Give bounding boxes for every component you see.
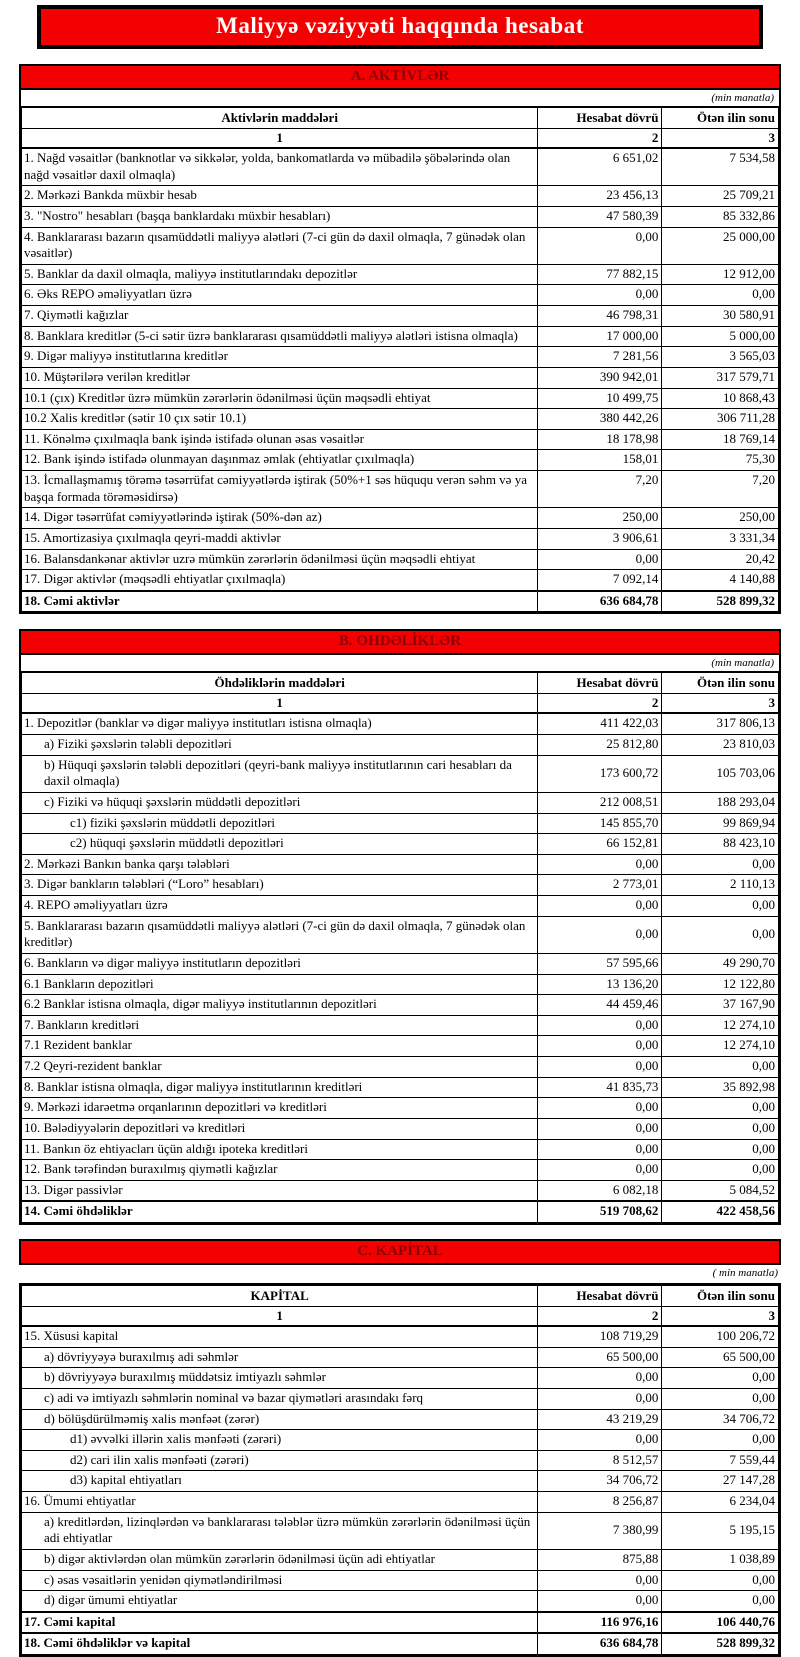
row-label: 17. Digər aktivlər (məqsədli ehtiyatlar çıxılmaqla) [22,570,538,591]
table-row [22,388,779,409]
current-period-value: 0,00 [538,1430,662,1451]
column-number-2: 2 [538,129,662,149]
table-row [22,974,779,995]
current-period-value: 0,00 [538,549,662,570]
row-label: 11. Könəlmə çıxılmaqla bank işində istifadə olunan əsas vəsaitlər [22,429,538,450]
prior-year-value: 105 703,06 [662,755,779,792]
row-label: 7. Bankların kreditləri [22,1015,538,1036]
prior-year-value: 528 899,32 [662,591,779,612]
row-label: d) digər ümumi ehtiyatlar [22,1591,538,1612]
row-label: 4. REPO əməliyyatları üzrə [22,896,538,917]
table-row [22,429,779,450]
row-label: 12. Bank tərəfindən buraxılmış qiymətli kağızlar [22,1160,538,1181]
prior-year-column-header: Ötən ilin sonu [662,108,779,129]
current-period-value: 250,00 [538,508,662,529]
table-row [22,1139,779,1160]
table-row [22,1077,779,1098]
prior-year-column-header: Ötən ilin sonu [662,1286,779,1307]
table-row [22,1036,779,1057]
row-label: c1) fiziki şəxslərin müddətli depozitləri [22,813,538,834]
row-label: 10. Müştərilərə verilən kreditlər [22,367,538,388]
prior-year-value: 25 709,21 [662,186,779,207]
current-period-value: 145 855,70 [538,813,662,834]
row-label: 12. Bank işində istifadə olunmayan daşınmaz əmlak (ehtiyatlar çıxılmaqla) [22,450,538,471]
table-row [22,1160,779,1181]
prior-year-value: 3 331,34 [662,528,779,549]
current-period-value: 7 281,56 [538,347,662,368]
table-row [22,1570,779,1591]
prior-year-value: 0,00 [662,1098,779,1119]
table-row [22,1549,779,1570]
row-label: 8. Banklar istisna olmaqla, digər maliyyə institutlarının kreditləri [22,1077,538,1098]
table-row [22,1015,779,1036]
row-label: c) Fiziki və hüquqi şəxslərin müddətli depozitləri [22,792,538,813]
prior-year-value: 18 769,14 [662,429,779,450]
table-row [22,347,779,368]
current-period-value: 0,00 [538,1118,662,1139]
table-row [22,1450,779,1471]
row-label: 7. Qiymətli kağızlar [22,306,538,327]
current-period-value: 0,00 [538,285,662,306]
current-period-value: 7 092,14 [538,570,662,591]
prior-year-value: 306 711,28 [662,409,779,430]
table-row [22,916,779,953]
table-row [22,508,779,529]
column-number-row [22,694,779,714]
table-row [22,953,779,974]
current-period-value: 0,00 [538,1591,662,1612]
current-period-value: 411 422,03 [538,713,662,734]
row-label: 15. Xüsusi kapital [22,1326,538,1347]
column-number-row [22,129,779,149]
column-number-row [22,1307,779,1327]
table-row [22,264,779,285]
table-row [22,591,779,612]
current-period-value: 519 708,62 [538,1201,662,1222]
current-period-value: 7 380,99 [538,1512,662,1549]
current-period-value: 77 882,15 [538,264,662,285]
current-period-value: 0,00 [538,1388,662,1409]
items-column-header: KAPİTAL [22,1286,538,1307]
table-row [22,792,779,813]
current-period-value: 212 008,51 [538,792,662,813]
row-label: 13. Digər passivlər [22,1180,538,1201]
table-row [22,713,779,734]
section-liabilities-body [22,713,779,1222]
table-row [22,896,779,917]
table-row [22,471,779,508]
current-period-value: 17 000,00 [538,326,662,347]
prior-year-value: 30 580,91 [662,306,779,327]
table-row [22,1612,779,1634]
current-period-value: 6 082,18 [538,1180,662,1201]
row-label: 5. Banklararası bazarın qısamüddətli maliyyə alətləri (7-ci gün də daxil olmaqla, 7 günədək olan kreditlər) [22,916,538,953]
table-row [22,206,779,227]
row-label: 18. Cəmi aktivlər [22,591,538,612]
prior-year-value: 0,00 [662,1388,779,1409]
row-label: 17. Cəmi kapital [22,1612,538,1634]
current-period-value: 380 442,26 [538,409,662,430]
prior-year-value: 7 534,58 [662,148,779,186]
row-label: 7.2 Qeyri-rezident banklar [22,1057,538,1078]
prior-year-value: 12 122,80 [662,974,779,995]
row-label: 6. Bankların və digər maliyyə institutların depozitləri [22,953,538,974]
table-row [22,1118,779,1139]
table-row [22,854,779,875]
prior-year-value: 250,00 [662,508,779,529]
current-period-value: 13 136,20 [538,974,662,995]
current-period-value: 390 942,01 [538,367,662,388]
table-row [22,1180,779,1201]
current-period-value: 2 773,01 [538,875,662,896]
prior-year-value: 65 500,00 [662,1347,779,1368]
prior-year-value: 7,20 [662,471,779,508]
current-period-value: 8 512,57 [538,1450,662,1471]
row-label: 3. "Nostro" hesabları (başqa banklardakı müxbir hesabları) [22,206,538,227]
row-label: c) əsas vəsaitlərin yenidən qiymətləndirilməsi [22,1570,538,1591]
current-period-value: 44 459,46 [538,995,662,1016]
prior-year-value: 99 869,94 [662,813,779,834]
row-label: 10. Bələdiyyələrin depozitləri və kreditləri [22,1118,538,1139]
row-label: 1. Nağd vəsaitlər (banknotlar və sikkələr, yolda, bankomatlarda və mübadilə şöbələrində olan nağd vəsaitlər daxil olmaqla) [22,148,538,186]
prior-year-value: 0,00 [662,1570,779,1591]
prior-year-column-header: Ötən ilin sonu [662,673,779,694]
row-label: 14. Cəmi öhdəliklər [22,1201,538,1222]
table-row [22,1471,779,1492]
prior-year-value: 0,00 [662,1430,779,1451]
current-period-value: 8 256,87 [538,1492,662,1513]
table-row [22,1201,779,1222]
prior-year-value: 34 706,72 [662,1409,779,1430]
current-period-value: 6 651,02 [538,148,662,186]
table-row [22,148,779,186]
section-capital-table [21,1285,779,1655]
current-period-value: 158,01 [538,450,662,471]
current-period-column-header: Hesabat dövrü [538,673,662,694]
prior-year-value: 0,00 [662,1591,779,1612]
prior-year-value: 5 084,52 [662,1180,779,1201]
current-period-value: 0,00 [538,227,662,264]
prior-year-value: 10 868,43 [662,388,779,409]
section-capital-body [22,1326,779,1655]
prior-year-value: 528 899,32 [662,1633,779,1654]
current-period-value: 66 152,81 [538,834,662,855]
current-period-value: 875,88 [538,1549,662,1570]
current-period-value: 0,00 [538,1570,662,1591]
current-period-column-header: Hesabat dövrü [538,1286,662,1307]
current-period-value: 34 706,72 [538,1471,662,1492]
prior-year-value: 0,00 [662,1160,779,1181]
row-label: b) Hüquqi şəxslərin tələbli depozitləri (qeyri-bank maliyyə institutlarının cari hesabları da daxil olmaqla) [22,755,538,792]
column-header-row [22,108,779,129]
table-row [22,549,779,570]
prior-year-value: 422 458,56 [662,1201,779,1222]
row-label: 15. Amortizasiya çıxılmaqla qeyri-maddi aktivlər [22,528,538,549]
section-liabilities-table [21,672,779,1223]
current-period-value: 0,00 [538,1015,662,1036]
table-row [22,813,779,834]
current-period-value: 0,00 [538,1036,662,1057]
prior-year-value: 12 274,10 [662,1015,779,1036]
current-period-value: 65 500,00 [538,1347,662,1368]
row-label: d3) kapital ehtiyatları [22,1471,538,1492]
row-label: d) bölüşdürülməmiş xalis mənfəət (zərər) [22,1409,538,1430]
prior-year-value: 49 290,70 [662,953,779,974]
current-period-value: 10 499,75 [538,388,662,409]
current-period-value: 0,00 [538,896,662,917]
current-period-value: 25 812,80 [538,735,662,756]
prior-year-value: 0,00 [662,896,779,917]
row-label: 4. Banklararası bazarın qısamüddətli maliyyə alətləri (7-ci gün də daxil olmaqla, 7 günədək olan vəsaitlər) [22,227,538,264]
prior-year-value: 106 440,76 [662,1612,779,1634]
prior-year-value: 20,42 [662,549,779,570]
section-assets [19,64,781,614]
prior-year-value: 100 206,72 [662,1326,779,1347]
table-row [22,367,779,388]
table-row [22,1591,779,1612]
prior-year-value: 25 000,00 [662,227,779,264]
table-row [22,1368,779,1389]
table-row [22,186,779,207]
table-row [22,326,779,347]
prior-year-value: 5 000,00 [662,326,779,347]
row-label: 9. Digər maliyyə institutlarına kreditlər [22,347,538,368]
prior-year-value: 1 038,89 [662,1549,779,1570]
table-row [22,1492,779,1513]
current-period-value: 173 600,72 [538,755,662,792]
prior-year-value: 2 110,13 [662,875,779,896]
current-period-value: 0,00 [538,1057,662,1078]
column-number-3: 3 [662,1307,779,1327]
prior-year-value: 12 912,00 [662,264,779,285]
current-period-value: 7,20 [538,471,662,508]
row-label: d2) cari ilin xalis mənfəəti (zərəri) [22,1450,538,1471]
items-column-header: Öhdəliklərin maddələri [22,673,538,694]
column-number-1: 1 [22,694,538,714]
table-row [22,1430,779,1451]
column-number-2: 2 [538,1307,662,1327]
current-period-value: 636 684,78 [538,1633,662,1654]
row-label: a) dövriyyəyə buraxılmış adi səhmlər [22,1347,538,1368]
prior-year-value: 0,00 [662,916,779,953]
section-capital-unit-note: ( min manatla) [712,1267,778,1279]
prior-year-value: 317 579,71 [662,367,779,388]
row-label: 13. İcmallaşmamış törəmə təsərrüfat cəmiyyətlərdə iştirak (50%+1 səs hüququ verən səhm və ya başqa formada törəməsidirsə) [22,471,538,508]
current-period-value: 18 178,98 [538,429,662,450]
prior-year-value: 0,00 [662,285,779,306]
prior-year-value: 23 810,03 [662,735,779,756]
prior-year-value: 3 565,03 [662,347,779,368]
row-label: 2. Mərkəzi Bankda müxbir hesab [22,186,538,207]
prior-year-value: 7 559,44 [662,1450,779,1471]
prior-year-value: 35 892,98 [662,1077,779,1098]
row-label: b) dövriyyəyə buraxılmış müddətsiz imtiyazlı səhmlər [22,1368,538,1389]
prior-year-value: 0,00 [662,1057,779,1078]
table-row [22,285,779,306]
current-period-column-header: Hesabat dövrü [538,108,662,129]
row-label: 3. Digər bankların tələbləri (“Loro” hesabları) [22,875,538,896]
row-label: a) kreditlərdən, lizinqlərdən və banklararası tələblər üzrə mümkün zərərlərin ödənilməsi üçün adi ehtiyatlar [22,1512,538,1549]
current-period-value: 41 835,73 [538,1077,662,1098]
row-label: 10.1 (çıx) Kreditlər üzrə mümkün zərərlərin ödənilməsi üçün məqsədli ehtiyat [22,388,538,409]
row-label: 18. Cəmi öhdəliklər və kapital [22,1633,538,1654]
prior-year-value: 0,00 [662,1368,779,1389]
prior-year-value: 4 140,88 [662,570,779,591]
row-label: 2. Mərkəzi Bankın banka qarşı tələbləri [22,854,538,875]
section-assets-body [22,148,779,612]
current-period-value: 0,00 [538,1139,662,1160]
row-label: 8. Banklara kreditlər (5-ci sətir üzrə banklararası qısamüddətli maliyyə alətləri istisna olmaqla) [22,326,538,347]
table-row [22,1633,779,1654]
row-label: 16. Ümumi ehtiyatlar [22,1492,538,1513]
prior-year-value: 37 167,90 [662,995,779,1016]
row-label: c) adi və imtiyazlı səhmlərin nominal və bazar qiymətləri arasındakı fərq [22,1388,538,1409]
row-label: 6. Əks REPO əməliyyatları üzrə [22,285,538,306]
row-label: 16. Balansdankənar aktivlər uzrə mümkün zərərlərin ödənilməsi üçün məqsədli ehtiyat [22,549,538,570]
current-period-value: 57 595,66 [538,953,662,974]
row-label: 1. Depozitlər (banklar və digər maliyyə institutları istisna olmaqla) [22,713,538,734]
row-label: 10.2 Xalis kreditlər (sətir 10 çıx sətir 10.1) [22,409,538,430]
table-row [22,1512,779,1549]
current-period-value: 108 719,29 [538,1326,662,1347]
table-row [22,875,779,896]
table-row [22,570,779,591]
prior-year-value: 188 293,04 [662,792,779,813]
row-label: 7.1 Rezident banklar [22,1036,538,1057]
current-period-value: 46 798,31 [538,306,662,327]
current-period-value: 47 580,39 [538,206,662,227]
column-number-3: 3 [662,129,779,149]
row-label: 11. Bankın öz ehtiyacları üçün aldığı ipoteka kreditləri [22,1139,538,1160]
section-assets-unit-note: (min manatla) [21,90,779,107]
current-period-value: 0,00 [538,1160,662,1181]
current-period-value: 116 976,16 [538,1612,662,1634]
table-row [22,1098,779,1119]
column-number-3: 3 [662,694,779,714]
row-label: d1) əvvəlki illərin xalis mənfəəti (zərəri) [22,1430,538,1451]
table-row [22,227,779,264]
section-liabilities [19,629,781,1225]
row-label: c2) hüquqi şəxslərin müddətli depozitləri [22,834,538,855]
current-period-value: 43 219,29 [538,1409,662,1430]
current-period-value: 0,00 [538,1368,662,1389]
items-column-header: Aktivlərin maddələri [22,108,538,129]
prior-year-value: 317 806,13 [662,713,779,734]
row-label: 6.2 Banklar istisna olmaqla, digər maliyyə institutlarının depozitləri [22,995,538,1016]
table-row [22,735,779,756]
current-period-value: 0,00 [538,916,662,953]
current-period-value: 0,00 [538,854,662,875]
row-label: 14. Digər təsərrüfat cəmiyyətlərində iştirak (50%-dən az) [22,508,538,529]
column-number-2: 2 [538,694,662,714]
column-number-1: 1 [22,1307,538,1327]
table-row [22,528,779,549]
column-header-row [22,1286,779,1307]
current-period-value: 23 456,13 [538,186,662,207]
table-row [22,995,779,1016]
row-label: 5. Banklar da daxil olmaqla, maliyyə institutlarındakı depozitlər [22,264,538,285]
table-row [22,409,779,430]
section-liabilities-header: B. OHDƏLİKLƏR [21,631,779,655]
prior-year-value: 75,30 [662,450,779,471]
table-row [22,1388,779,1409]
prior-year-value: 27 147,28 [662,1471,779,1492]
table-row [22,1409,779,1430]
current-period-value: 636 684,78 [538,591,662,612]
column-header-row [22,673,779,694]
row-label: b) digər aktivlərdən olan mümkün zərərlərin ödənilməsi üçün adi ehtiyatlar [22,1549,538,1570]
table-row [22,1057,779,1078]
prior-year-value: 0,00 [662,854,779,875]
table-row [22,1347,779,1368]
section-assets-table [21,107,779,612]
prior-year-value: 0,00 [662,1139,779,1160]
current-period-value: 0,00 [538,1098,662,1119]
current-period-value: 3 906,61 [538,528,662,549]
table-row [22,755,779,792]
table-row [22,450,779,471]
page-title: Maliyyə vəziyyəti haqqında hesabat [37,5,763,49]
prior-year-value: 85 332,86 [662,206,779,227]
prior-year-value: 88 423,10 [662,834,779,855]
table-row [22,834,779,855]
section-capital-header: C. KAPİTAL [19,1239,781,1265]
prior-year-value: 6 234,04 [662,1492,779,1513]
section-assets-header: A. AKTİVLƏR [21,66,779,90]
section-liabilities-unit-note: (min manatla) [21,655,779,672]
section-capital [19,1283,781,1657]
prior-year-value: 5 195,15 [662,1512,779,1549]
prior-year-value: 0,00 [662,1118,779,1139]
row-label: 9. Mərkəzi idarəetmə orqanlarının depozitləri və kreditləri [22,1098,538,1119]
prior-year-value: 12 274,10 [662,1036,779,1057]
table-row [22,306,779,327]
table-row [22,1326,779,1347]
row-label: a) Fiziki şəxslərin tələbli depozitləri [22,735,538,756]
column-number-1: 1 [22,129,538,149]
row-label: 6.1 Bankların depozitləri [22,974,538,995]
